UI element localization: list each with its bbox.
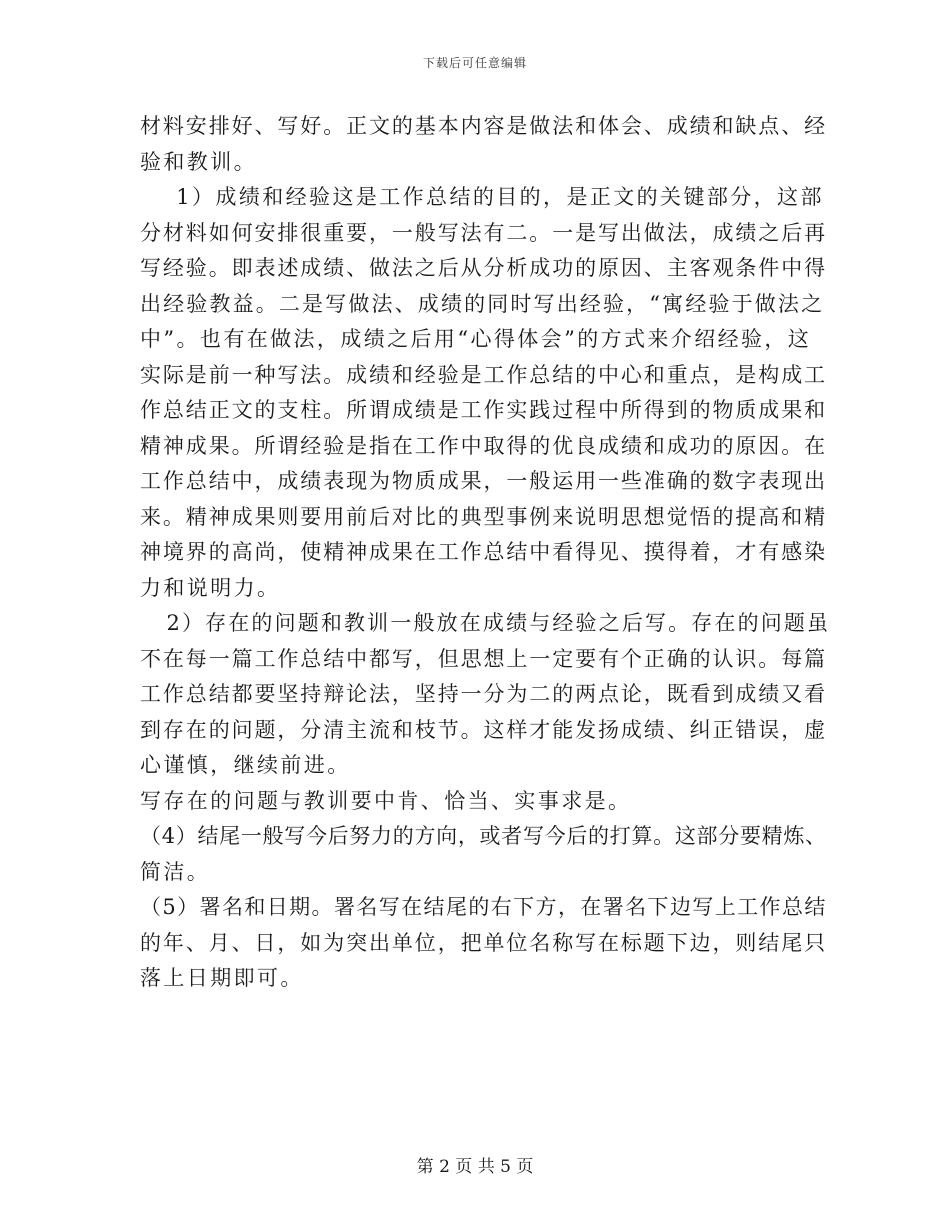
text-line-14: 力和说明力。 — [140, 575, 281, 600]
text-line-17: 工作总结都要坚持辩论法，坚持一分为二的两点论，既看到成绩又看 — [140, 682, 827, 706]
text-line-2: 验和教训。 — [140, 149, 257, 174]
text-line-10: 精神成果。所谓经验是指在工作中取得的优良成绩和成功的原因。在 — [140, 433, 827, 458]
text-line-3: 1）成绩和经验这是工作总结的目的，是正文的关键部分，这部 — [140, 185, 824, 209]
text-line-21: （4）结尾一般写今后努力的方向，或者写今后的打算。这部分要精炼、 — [140, 824, 827, 848]
text-line-7: 中”。也有在做法，成绩之后用“心得体会”的方式来介绍经验，这 — [140, 327, 812, 351]
text-line-1: 材料安排好、写好。正文的基本内容是做法和体会、成绩和缺点、经 — [140, 114, 827, 138]
page-number: 第 2 页 共 5 页 — [416, 1157, 534, 1177]
document-body — [140, 109, 830, 997]
text-line-11: 工作总结中，成绩表现为物质成果，一般运用一些准确的数字表现出 — [140, 469, 827, 493]
text-line-4: 分材料如何安排很重要，一般写法有二。一是写出做法，成绩之后再 — [140, 220, 827, 245]
text-line-12: 来。精神成果则要用前后对比的典型事例来说明思想觉悟的提高和精 — [140, 504, 827, 529]
page-header: 下载后可任意编辑 — [422, 56, 527, 70]
text-line-13: 神境界的高尚，使精神成果在工作总结中看得见、摸得着，才有感染 — [140, 540, 827, 564]
text-line-5: 写经验。即表述成绩、做法之后从分析成功的原因、主客观条件中得 — [140, 256, 827, 280]
text-line-6: 出经验教益。二是写做法、成绩的同时写出经验，“寓经验于做法之 — [140, 291, 825, 316]
text-line-19: 心谨慎，继续前进。 — [140, 753, 351, 777]
text-line-20: 写存在的问题与教训要中肯、恰当、实事求是。 — [140, 788, 632, 813]
text-line-8: 实际是前一种写法。成绩和经验是工作总结的中心和重点，是构成工 — [140, 362, 827, 387]
text-line-18: 到存在的问题，分清主流和枝节。这样才能发扬成绩、纠正错误，虚 — [140, 717, 827, 742]
text-line-15: 2）存在的问题和教训一般放在成绩与经验之后写。存在的问题虽 — [140, 611, 831, 635]
text-line-25: 落上日期即可。 — [140, 966, 304, 990]
text-line-24: 的年、月、日，如为突出单位，把单位名称写在标题下边，则结尾只 — [140, 930, 827, 955]
text-line-16: 不在每一篇工作总结中都写，但思想上一定要有个正确的认识。每篇 — [140, 646, 827, 671]
text-line-23: （5）署名和日期。署名写在结尾的右下方，在署名下边写上工作总结 — [140, 895, 827, 919]
text-line-9: 作总结正文的支柱。所谓成绩是工作实践过程中所得到的物质成果和 — [140, 398, 827, 422]
text-line-22: 简洁。 — [140, 859, 211, 884]
